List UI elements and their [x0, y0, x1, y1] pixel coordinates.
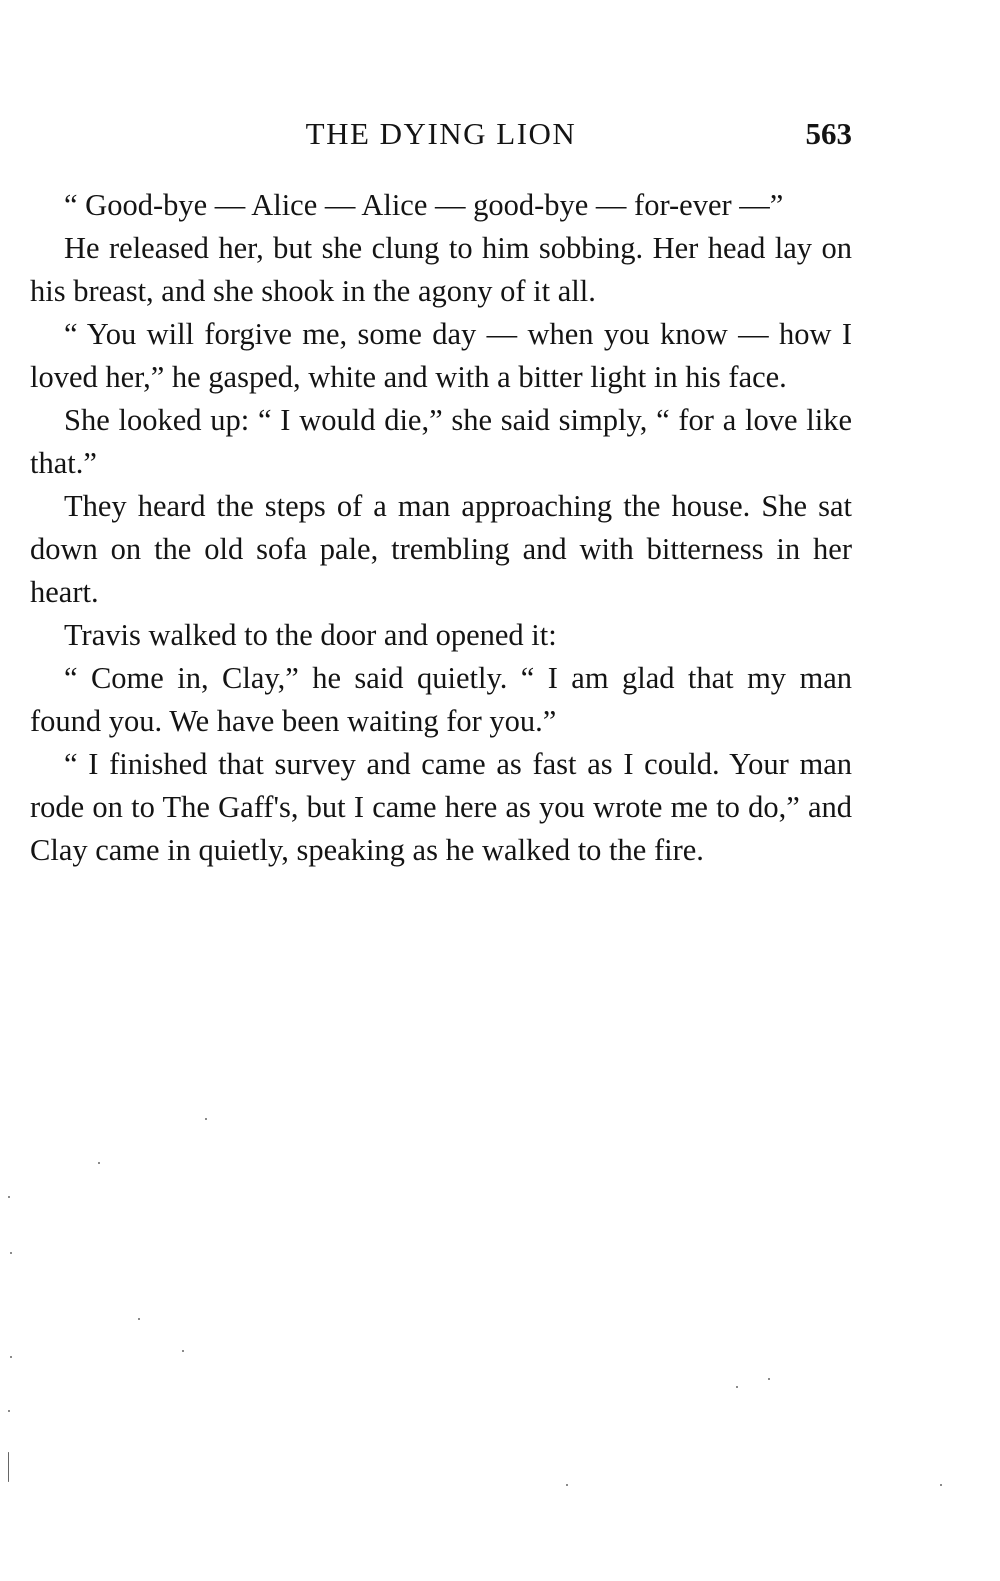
running-title: THE DYING LION [305, 116, 577, 151]
paragraph: “ I finished that survey and came as fast as I could. Your man rode on to The Gaff's, but I came here as you wrote me to do,” and Clay came in quietly, speaking as he walked to the fire. [30, 747, 852, 867]
paragraph: She looked up: “ I would die,” she said simply, “ for a love like that.” [30, 403, 852, 480]
paragraph: He released her, but she clung to him sobbing. Her head lay on his breast, and she shook in the agony of it all. [30, 231, 852, 308]
running-head [30, 116, 852, 162]
paragraph: “ Come in, Clay,” he said quietly. “ I am glad that my man found you. We have been waiting for you.” [30, 661, 852, 738]
body-text [30, 184, 852, 872]
page-number: 563 [805, 116, 852, 151]
paragraph: “ You will forgive me, some day — when you know — how I loved her,” he gasped, white and with a bitter light in his face. [30, 317, 852, 394]
paragraph: They heard the steps of a man approaching the house. She sat down on the old sofa pale, trembling and with bitterness in her heart. [30, 489, 852, 609]
paragraph: Travis walked to the door and opened it: [64, 618, 557, 652]
paragraph: “ Good-bye — Alice — Alice — good-bye — for-ever —” [64, 188, 784, 222]
